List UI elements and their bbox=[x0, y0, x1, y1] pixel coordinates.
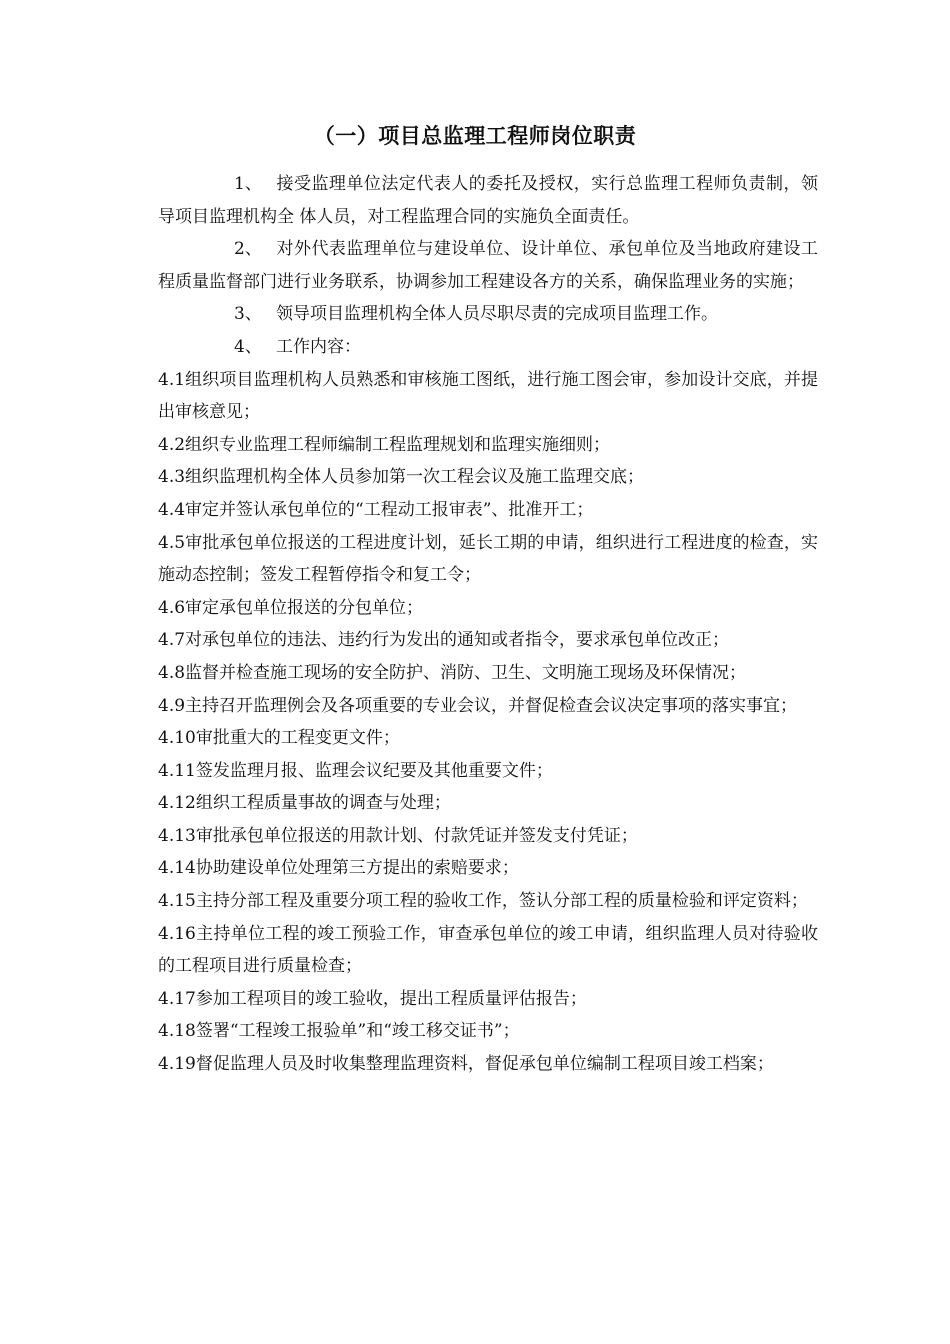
work-item-4-14: 4.14协助建设单位处理第三方提出的索赔要求； bbox=[158, 858, 519, 879]
work-item-4-3: 4.3组织监理机构全体人员参加第一次工程会议及施工监理交底； bbox=[158, 467, 645, 488]
duty-paragraph-4 bbox=[158, 331, 818, 364]
work-item-4-9: 4.9主持召开监理例会及各项重要的专业会议，并督促检查会议决定事项的落实事宜； bbox=[158, 695, 798, 716]
work-item-4-6: 4.6审定承包单位报送的分包单位； bbox=[158, 597, 424, 618]
duty-paragraph-3 bbox=[158, 298, 818, 331]
work-item-4-5: 4.5审批承包单位报送的工程进度计划，延长工期的申请，组织进行工程进度的检查，实施动态控制；签发工程暂停指令和复工令； bbox=[158, 532, 818, 586]
work-item-4-16: 4.16主持单位工程的竣工预验工作，审查承包单位的竣工申请，组织监理人员对待验收的工程项目进行质量检查； bbox=[158, 923, 818, 977]
paragraph-text: 工作内容： bbox=[276, 336, 361, 357]
page-title: （一）项目总监理工程师岗位职责 bbox=[313, 124, 637, 148]
work-item-4-2: 4.2组织专业监理工程师编制工程监理规划和监理实施细则； bbox=[158, 434, 611, 455]
work-item-4-13: 4.13审批承包单位报送的用款计划、付款凭证并签发支付凭证； bbox=[158, 825, 638, 846]
work-item-4-12: 4.12组织工程质量事故的调查与处理； bbox=[158, 793, 451, 814]
work-item-4-19: 4.19督促监理人员及时收集整理监理资料，督促承包单位编制工程项目竣工档案； bbox=[158, 1054, 774, 1075]
work-item-4-10: 4.10审批重大的工程变更文件； bbox=[158, 728, 400, 749]
work-item-4-18: 4.18签署“工程竣工报验单”和“竣工移交证书”； bbox=[158, 1021, 520, 1042]
duty-paragraph-2 bbox=[158, 233, 818, 298]
work-item-4-4: 4.4审定并签认承包单位的“工程动工报审表”、批准开工； bbox=[158, 499, 594, 520]
paragraph-number: 1、 bbox=[234, 174, 262, 194]
work-item-4-8: 4.8监督并检查施工现场的安全防护、消防、卫生、文明施工现场及环保情况； bbox=[158, 662, 747, 683]
work-item-4-17: 4.17参加工程项目的竣工验收，提出工程质量评估报告； bbox=[158, 988, 587, 1009]
document-body bbox=[158, 168, 818, 1081]
paragraph-text: 对外代表监理单位与建设单位、设计单位、承包单位及当地政府建设工程质量监督部门进行业务联系，协调参加工程建设各方的关系，确保监理业务的实施； bbox=[158, 239, 818, 292]
work-item-4-7: 4.7对承包单位的违法、违约行为发出的通知或者指令，要求承包单位改正； bbox=[158, 630, 730, 651]
duty-paragraph-1 bbox=[158, 168, 818, 233]
work-item-4-15: 4.15主持分部工程及重要分项工程的验收工作，签认分部工程的质量检验和评定资料； bbox=[158, 891, 808, 912]
work-item-4-1: 4.1组织项目监理机构人员熟悉和审核施工图纸，进行施工图会审，参加设计交底，并提出审核意见； bbox=[158, 369, 818, 423]
paragraph-text: 领导项目监理机构全体人员尽职尽责的完成项目监理工作。 bbox=[276, 304, 718, 325]
paragraph-text: 接受监理单位法定代表人的委托及授权，实行总监理工程师负责制，领导项目监理机构全 体人员，对工程监理合同的实施负全面责任。 bbox=[158, 174, 818, 227]
work-item-4-11: 4.11签发监理月报、监理会议纪要及其他重要文件； bbox=[158, 760, 553, 781]
paragraph-number: 4、 bbox=[234, 336, 262, 357]
paragraph-number: 3、 bbox=[234, 304, 262, 325]
paragraph-number: 2、 bbox=[234, 239, 262, 260]
